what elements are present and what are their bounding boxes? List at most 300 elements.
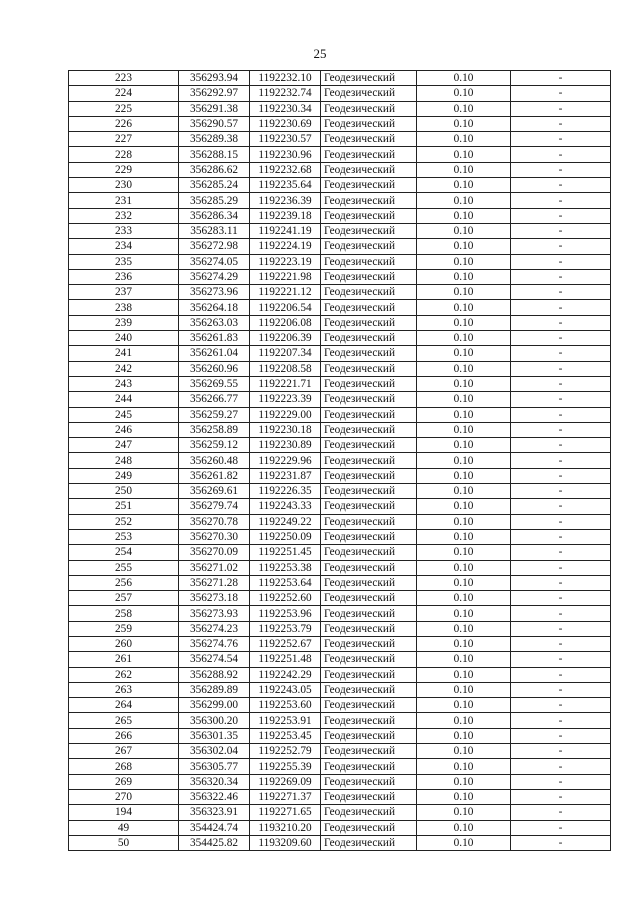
x-coordinate-cell: 354424.74 (179, 820, 250, 835)
accuracy-cell: 0.10 (417, 269, 511, 284)
point-number-cell: 269 (69, 774, 179, 789)
accuracy-cell: 0.10 (417, 774, 511, 789)
y-coordinate-cell: 1192229.96 (250, 453, 321, 468)
table-row (69, 468, 611, 483)
y-coordinate-cell: 1192236.39 (250, 193, 321, 208)
y-coordinate-cell: 1192241.19 (250, 223, 321, 238)
table-row (69, 71, 611, 86)
x-coordinate-cell: 356273.93 (179, 606, 250, 621)
note-cell: - (511, 713, 611, 728)
x-coordinate-cell: 356291.38 (179, 101, 250, 116)
accuracy-cell: 0.10 (417, 529, 511, 544)
method-cell: Геодезический (321, 86, 417, 101)
accuracy-cell: 0.10 (417, 698, 511, 713)
table-row (69, 621, 611, 636)
accuracy-cell: 0.10 (417, 453, 511, 468)
y-coordinate-cell: 1192232.74 (250, 86, 321, 101)
point-number-cell: 227 (69, 132, 179, 147)
point-number-cell: 232 (69, 208, 179, 223)
y-coordinate-cell: 1192251.48 (250, 652, 321, 667)
accuracy-cell: 0.10 (417, 835, 511, 850)
x-coordinate-cell: 356292.97 (179, 86, 250, 101)
method-cell: Геодезический (321, 636, 417, 651)
point-number-cell: 238 (69, 300, 179, 315)
table-row (69, 529, 611, 544)
accuracy-cell: 0.10 (417, 86, 511, 101)
y-coordinate-cell: 1192239.18 (250, 208, 321, 223)
note-cell: - (511, 636, 611, 651)
x-coordinate-cell: 356272.98 (179, 239, 250, 254)
method-cell: Геодезический (321, 744, 417, 759)
x-coordinate-cell: 356269.55 (179, 376, 250, 391)
point-number-cell: 258 (69, 606, 179, 621)
point-number-cell: 233 (69, 223, 179, 238)
note-cell: - (511, 499, 611, 514)
y-coordinate-cell: 1192235.64 (250, 178, 321, 193)
x-coordinate-cell: 356288.15 (179, 147, 250, 162)
method-cell: Геодезический (321, 269, 417, 284)
method-cell: Геодезический (321, 392, 417, 407)
table-row (69, 438, 611, 453)
table-row (69, 728, 611, 743)
accuracy-cell: 0.10 (417, 422, 511, 437)
y-coordinate-cell: 1192221.98 (250, 269, 321, 284)
table-row (69, 422, 611, 437)
accuracy-cell: 0.10 (417, 682, 511, 697)
table-row (69, 591, 611, 606)
method-cell: Геодезический (321, 193, 417, 208)
note-cell: - (511, 223, 611, 238)
table-row (69, 667, 611, 682)
note-cell: - (511, 132, 611, 147)
accuracy-cell: 0.10 (417, 728, 511, 743)
note-cell: - (511, 682, 611, 697)
table-row (69, 346, 611, 361)
table-row (69, 116, 611, 131)
y-coordinate-cell: 1192208.58 (250, 361, 321, 376)
y-coordinate-cell: 1192269.09 (250, 774, 321, 789)
x-coordinate-cell: 356293.94 (179, 71, 250, 86)
point-number-cell: 268 (69, 759, 179, 774)
method-cell: Геодезический (321, 728, 417, 743)
accuracy-cell: 0.10 (417, 606, 511, 621)
accuracy-cell: 0.10 (417, 789, 511, 804)
method-cell: Геодезический (321, 667, 417, 682)
table-row (69, 453, 611, 468)
point-number-cell: 257 (69, 591, 179, 606)
point-number-cell: 264 (69, 698, 179, 713)
x-coordinate-cell: 356261.82 (179, 468, 250, 483)
method-cell: Геодезический (321, 652, 417, 667)
x-coordinate-cell: 356283.11 (179, 223, 250, 238)
note-cell: - (511, 422, 611, 437)
method-cell: Геодезический (321, 835, 417, 850)
coordinates-table-body (69, 71, 611, 851)
accuracy-cell: 0.10 (417, 331, 511, 346)
accuracy-cell: 0.10 (417, 652, 511, 667)
y-coordinate-cell: 1192206.54 (250, 300, 321, 315)
x-coordinate-cell: 356263.03 (179, 315, 250, 330)
x-coordinate-cell: 356289.89 (179, 682, 250, 697)
accuracy-cell: 0.10 (417, 208, 511, 223)
method-cell: Геодезический (321, 575, 417, 590)
accuracy-cell: 0.10 (417, 162, 511, 177)
point-number-cell: 49 (69, 820, 179, 835)
x-coordinate-cell: 356274.54 (179, 652, 250, 667)
x-coordinate-cell: 356301.35 (179, 728, 250, 743)
point-number-cell: 224 (69, 86, 179, 101)
x-coordinate-cell: 356270.78 (179, 514, 250, 529)
table-row (69, 713, 611, 728)
note-cell: - (511, 468, 611, 483)
point-number-cell: 247 (69, 438, 179, 453)
method-cell: Геодезический (321, 101, 417, 116)
note-cell: - (511, 805, 611, 820)
method-cell: Геодезический (321, 820, 417, 835)
point-number-cell: 231 (69, 193, 179, 208)
note-cell: - (511, 86, 611, 101)
table-row (69, 269, 611, 284)
method-cell: Геодезический (321, 529, 417, 544)
note-cell: - (511, 652, 611, 667)
x-coordinate-cell: 354425.82 (179, 835, 250, 850)
table-row (69, 835, 611, 850)
y-coordinate-cell: 1192251.45 (250, 545, 321, 560)
point-number-cell: 244 (69, 392, 179, 407)
x-coordinate-cell: 356259.12 (179, 438, 250, 453)
table-row (69, 101, 611, 116)
note-cell: - (511, 254, 611, 269)
note-cell: - (511, 591, 611, 606)
point-number-cell: 229 (69, 162, 179, 177)
note-cell: - (511, 744, 611, 759)
table-row (69, 223, 611, 238)
method-cell: Геодезический (321, 591, 417, 606)
method-cell: Геодезический (321, 805, 417, 820)
accuracy-cell: 0.10 (417, 636, 511, 651)
table-row (69, 300, 611, 315)
note-cell: - (511, 789, 611, 804)
y-coordinate-cell: 1192252.67 (250, 636, 321, 651)
y-coordinate-cell: 1192271.65 (250, 805, 321, 820)
table-row (69, 820, 611, 835)
y-coordinate-cell: 1192230.34 (250, 101, 321, 116)
point-number-cell: 239 (69, 315, 179, 330)
y-coordinate-cell: 1192253.38 (250, 560, 321, 575)
y-coordinate-cell: 1192252.79 (250, 744, 321, 759)
y-coordinate-cell: 1193209.60 (250, 835, 321, 850)
y-coordinate-cell: 1192243.33 (250, 499, 321, 514)
note-cell: - (511, 300, 611, 315)
method-cell: Геодезический (321, 376, 417, 391)
x-coordinate-cell: 356285.29 (179, 193, 250, 208)
y-coordinate-cell: 1192206.39 (250, 331, 321, 346)
x-coordinate-cell: 356279.74 (179, 499, 250, 514)
page-number: 25 (313, 46, 327, 61)
method-cell: Геодезический (321, 346, 417, 361)
accuracy-cell: 0.10 (417, 575, 511, 590)
coordinates-table (68, 70, 611, 851)
method-cell: Геодезический (321, 331, 417, 346)
table-row (69, 147, 611, 162)
y-coordinate-cell: 1192253.79 (250, 621, 321, 636)
table-row (69, 575, 611, 590)
y-coordinate-cell: 1192230.96 (250, 147, 321, 162)
y-coordinate-cell: 1192271.37 (250, 789, 321, 804)
method-cell: Геодезический (321, 315, 417, 330)
x-coordinate-cell: 356322.46 (179, 789, 250, 804)
accuracy-cell: 0.10 (417, 116, 511, 131)
point-number-cell: 260 (69, 636, 179, 651)
accuracy-cell: 0.10 (417, 376, 511, 391)
x-coordinate-cell: 356264.18 (179, 300, 250, 315)
note-cell: - (511, 835, 611, 850)
x-coordinate-cell: 356259.27 (179, 407, 250, 422)
point-number-cell: 237 (69, 285, 179, 300)
accuracy-cell: 0.10 (417, 713, 511, 728)
accuracy-cell: 0.10 (417, 820, 511, 835)
x-coordinate-cell: 356286.34 (179, 208, 250, 223)
y-coordinate-cell: 1192249.22 (250, 514, 321, 529)
accuracy-cell: 0.10 (417, 591, 511, 606)
table-row (69, 514, 611, 529)
note-cell: - (511, 361, 611, 376)
y-coordinate-cell: 1192253.64 (250, 575, 321, 590)
table-row (69, 652, 611, 667)
accuracy-cell: 0.10 (417, 178, 511, 193)
point-number-cell: 241 (69, 346, 179, 361)
note-cell: - (511, 162, 611, 177)
method-cell: Геодезический (321, 239, 417, 254)
table-row (69, 484, 611, 499)
method-cell: Геодезический (321, 178, 417, 193)
method-cell: Геодезический (321, 116, 417, 131)
note-cell: - (511, 774, 611, 789)
y-coordinate-cell: 1192226.35 (250, 484, 321, 499)
accuracy-cell: 0.10 (417, 805, 511, 820)
point-number-cell: 255 (69, 560, 179, 575)
note-cell: - (511, 759, 611, 774)
x-coordinate-cell: 356270.30 (179, 529, 250, 544)
note-cell: - (511, 315, 611, 330)
point-number-cell: 254 (69, 545, 179, 560)
accuracy-cell: 0.10 (417, 759, 511, 774)
x-coordinate-cell: 356271.28 (179, 575, 250, 590)
table-row (69, 560, 611, 575)
method-cell: Геодезический (321, 285, 417, 300)
y-coordinate-cell: 1192253.96 (250, 606, 321, 621)
note-cell: - (511, 621, 611, 636)
method-cell: Геодезический (321, 254, 417, 269)
method-cell: Геодезический (321, 606, 417, 621)
x-coordinate-cell: 356305.77 (179, 759, 250, 774)
accuracy-cell: 0.10 (417, 71, 511, 86)
accuracy-cell: 0.10 (417, 223, 511, 238)
point-number-cell: 243 (69, 376, 179, 391)
table-row (69, 315, 611, 330)
accuracy-cell: 0.10 (417, 499, 511, 514)
table-row (69, 86, 611, 101)
table-row (69, 331, 611, 346)
x-coordinate-cell: 356288.92 (179, 667, 250, 682)
method-cell: Геодезический (321, 208, 417, 223)
y-coordinate-cell: 1192206.08 (250, 315, 321, 330)
table-row (69, 285, 611, 300)
point-number-cell: 194 (69, 805, 179, 820)
method-cell: Геодезический (321, 621, 417, 636)
table-row (69, 698, 611, 713)
x-coordinate-cell: 356302.04 (179, 744, 250, 759)
y-coordinate-cell: 1192253.91 (250, 713, 321, 728)
method-cell: Геодезический (321, 499, 417, 514)
table-row (69, 132, 611, 147)
y-coordinate-cell: 1192223.39 (250, 392, 321, 407)
table-row (69, 805, 611, 820)
table-row (69, 208, 611, 223)
table-row (69, 254, 611, 269)
x-coordinate-cell: 356290.57 (179, 116, 250, 131)
note-cell: - (511, 346, 611, 361)
note-cell: - (511, 376, 611, 391)
y-coordinate-cell: 1192224.19 (250, 239, 321, 254)
x-coordinate-cell: 356260.48 (179, 453, 250, 468)
point-number-cell: 246 (69, 422, 179, 437)
method-cell: Геодезический (321, 223, 417, 238)
y-coordinate-cell: 1192252.60 (250, 591, 321, 606)
x-coordinate-cell: 356320.34 (179, 774, 250, 789)
point-number-cell: 225 (69, 101, 179, 116)
point-number-cell: 266 (69, 728, 179, 743)
point-number-cell: 253 (69, 529, 179, 544)
method-cell: Геодезический (321, 71, 417, 86)
point-number-cell: 236 (69, 269, 179, 284)
point-number-cell: 251 (69, 499, 179, 514)
y-coordinate-cell: 1192253.60 (250, 698, 321, 713)
y-coordinate-cell: 1192230.89 (250, 438, 321, 453)
y-coordinate-cell: 1192221.12 (250, 285, 321, 300)
x-coordinate-cell: 356323.91 (179, 805, 250, 820)
table-row (69, 392, 611, 407)
table-row (69, 759, 611, 774)
note-cell: - (511, 728, 611, 743)
note-cell: - (511, 560, 611, 575)
accuracy-cell: 0.10 (417, 667, 511, 682)
note-cell: - (511, 101, 611, 116)
table-row (69, 162, 611, 177)
method-cell: Геодезический (321, 361, 417, 376)
note-cell: - (511, 407, 611, 422)
accuracy-cell: 0.10 (417, 744, 511, 759)
table-row (69, 193, 611, 208)
method-cell: Геодезический (321, 682, 417, 697)
y-coordinate-cell: 1192230.18 (250, 422, 321, 437)
note-cell: - (511, 71, 611, 86)
point-number-cell: 234 (69, 239, 179, 254)
x-coordinate-cell: 356260.96 (179, 361, 250, 376)
x-coordinate-cell: 356271.02 (179, 560, 250, 575)
note-cell: - (511, 331, 611, 346)
y-coordinate-cell: 1192232.10 (250, 71, 321, 86)
point-number-cell: 223 (69, 71, 179, 86)
table-row (69, 774, 611, 789)
accuracy-cell: 0.10 (417, 621, 511, 636)
accuracy-cell: 0.10 (417, 193, 511, 208)
y-coordinate-cell: 1192232.68 (250, 162, 321, 177)
x-coordinate-cell: 356274.29 (179, 269, 250, 284)
method-cell: Геодезический (321, 453, 417, 468)
note-cell: - (511, 178, 611, 193)
accuracy-cell: 0.10 (417, 101, 511, 116)
y-coordinate-cell: 1192223.19 (250, 254, 321, 269)
note-cell: - (511, 575, 611, 590)
x-coordinate-cell: 356258.89 (179, 422, 250, 437)
y-coordinate-cell: 1192231.87 (250, 468, 321, 483)
accuracy-cell: 0.10 (417, 300, 511, 315)
x-coordinate-cell: 356266.77 (179, 392, 250, 407)
method-cell: Геодезический (321, 514, 417, 529)
note-cell: - (511, 484, 611, 499)
accuracy-cell: 0.10 (417, 392, 511, 407)
table-row (69, 239, 611, 254)
point-number-cell: 261 (69, 652, 179, 667)
table-row (69, 178, 611, 193)
accuracy-cell: 0.10 (417, 315, 511, 330)
x-coordinate-cell: 356273.96 (179, 285, 250, 300)
note-cell: - (511, 606, 611, 621)
point-number-cell: 230 (69, 178, 179, 193)
note-cell: - (511, 453, 611, 468)
y-coordinate-cell: 1192242.29 (250, 667, 321, 682)
table-row (69, 789, 611, 804)
method-cell: Геодезический (321, 147, 417, 162)
point-number-cell: 262 (69, 667, 179, 682)
accuracy-cell: 0.10 (417, 545, 511, 560)
table-row (69, 744, 611, 759)
accuracy-cell: 0.10 (417, 346, 511, 361)
note-cell: - (511, 820, 611, 835)
accuracy-cell: 0.10 (417, 361, 511, 376)
x-coordinate-cell: 356274.76 (179, 636, 250, 651)
method-cell: Геодезический (321, 422, 417, 437)
point-number-cell: 50 (69, 835, 179, 850)
x-coordinate-cell: 356261.04 (179, 346, 250, 361)
accuracy-cell: 0.10 (417, 147, 511, 162)
note-cell: - (511, 285, 611, 300)
note-cell: - (511, 529, 611, 544)
table-row (69, 361, 611, 376)
y-coordinate-cell: 1193210.20 (250, 820, 321, 835)
x-coordinate-cell: 356274.05 (179, 254, 250, 269)
method-cell: Геодезический (321, 438, 417, 453)
note-cell: - (511, 392, 611, 407)
point-number-cell: 249 (69, 468, 179, 483)
accuracy-cell: 0.10 (417, 438, 511, 453)
point-number-cell: 259 (69, 621, 179, 636)
point-number-cell: 265 (69, 713, 179, 728)
note-cell: - (511, 239, 611, 254)
x-coordinate-cell: 356269.61 (179, 484, 250, 499)
note-cell: - (511, 116, 611, 131)
method-cell: Геодезический (321, 545, 417, 560)
point-number-cell: 226 (69, 116, 179, 131)
method-cell: Геодезический (321, 713, 417, 728)
y-coordinate-cell: 1192221.71 (250, 376, 321, 391)
method-cell: Геодезический (321, 698, 417, 713)
y-coordinate-cell: 1192243.05 (250, 682, 321, 697)
method-cell: Геодезический (321, 484, 417, 499)
x-coordinate-cell: 356299.00 (179, 698, 250, 713)
point-number-cell: 256 (69, 575, 179, 590)
